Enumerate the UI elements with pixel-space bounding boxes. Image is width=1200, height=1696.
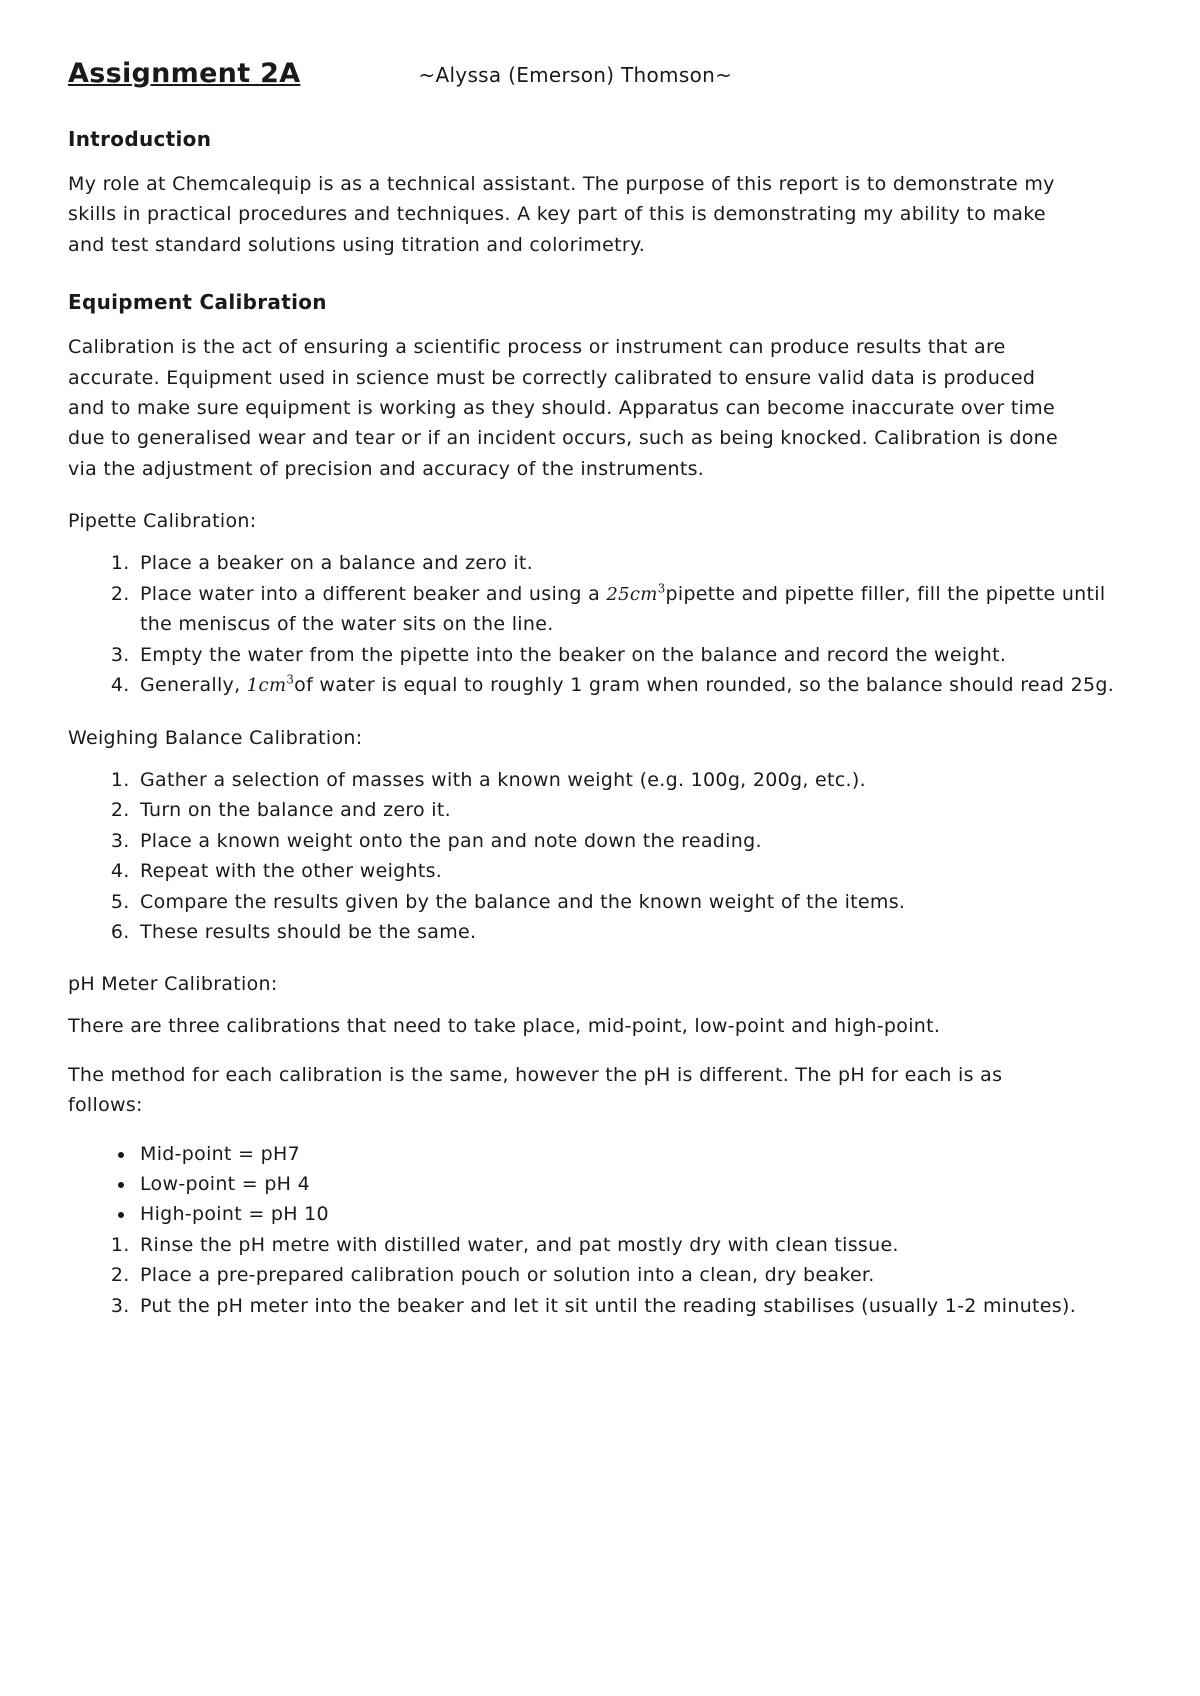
list-item: [136, 579, 1126, 640]
ph-meter-steps-list: [68, 1230, 1126, 1321]
step-text: Place water into a different beaker and using a: [140, 582, 607, 605]
subheading-pipette-calibration: Pipette Calibration:: [68, 510, 257, 533]
list-item: 2. Turn on the balance and zero it.: [136, 795, 1126, 825]
introduction-paragraph: My role at Chemcalequip is as a technical assistant. The purpose of this report is to demonstrate my skills in practical procedures and techniques. A key part of this is demonstrating my ability to make and test standard solutions using titration and colorimetry.: [68, 173, 1055, 256]
list-item: 3. Put the pH meter into the beaker and let it sit until the reading stabilises (usually 1-2 minutes).: [136, 1291, 1126, 1321]
list-item: 4. Repeat with the other weights.: [136, 856, 1126, 886]
math-exponent: 3: [657, 581, 666, 596]
list-item: 2. Place a pre-prepared calibration pouch or solution into a clean, dry beaker.: [136, 1260, 1126, 1290]
list-item: 1. Rinse the pH metre with distilled water, and pat mostly dry with clean tissue.: [136, 1230, 1126, 1260]
list-item: • Low-point = pH 4: [136, 1169, 1126, 1199]
balance-steps-list: [68, 765, 1126, 947]
section-heading-equipment-calibration: Equipment Calibration: [68, 290, 327, 315]
math-exponent: 3: [286, 672, 295, 687]
step-text: Generally,: [140, 674, 247, 697]
list-item: 5. Compare the results given by the balance and the known weight of the items.: [136, 887, 1126, 917]
math-volume: 25cm: [606, 583, 658, 605]
list-item: [136, 640, 1126, 670]
subheading-weighing-balance-calibration: Weighing Balance Calibration:: [68, 727, 363, 750]
list-item: [136, 670, 1126, 701]
list-item: [136, 548, 1126, 578]
ph-points-bullet-list: [68, 1139, 1126, 1230]
step-text: Place a beaker on a balance and zero it.: [140, 552, 534, 575]
list-item: • High-point = pH 10: [136, 1199, 1126, 1229]
list-item: 6. These results should be the same.: [136, 917, 1126, 947]
pipette-steps-list: [68, 548, 1126, 701]
step-text: pipette and pipette filler, fill the pipette until the meniscus of the water sits on the line.: [140, 582, 1106, 636]
list-item: 1. Gather a selection of masses with a known weight (e.g. 100g, 200g, etc.).: [136, 765, 1126, 795]
section-heading-introduction: Introduction: [68, 127, 212, 151]
equipment-calibration-paragraph: Calibration is the act of ensuring a scientific process or instrument can produce results that are accurate. Equipment used in science must be correctly calibrated to ensure valid data is produced and to make sure equipment is working as they should. Apparatus can become inaccurate over time due to generalised wear and tear or if an incident occurs, such as being knocked. Calibration is done via the adjustment of precision and accuracy of the instruments.: [68, 336, 1058, 480]
author-byline: ~Alyssa (Emerson) Thomson~: [418, 63, 733, 87]
list-item: 3. Place a known weight onto the pan and note down the reading.: [136, 826, 1126, 856]
ph-meter-paragraph-1: There are three calibrations that need to take place, mid-point, low-point and high-point.: [68, 1015, 941, 1038]
page-title: Assignment 2A: [68, 58, 301, 89]
list-item: • Mid-point = pH7: [136, 1139, 1126, 1169]
title-row: [68, 58, 1130, 89]
subheading-ph-meter-calibration: pH Meter Calibration:: [68, 973, 278, 996]
step-text: Empty the water from the pipette into the beaker on the balance and record the weight.: [140, 643, 1007, 666]
ph-meter-paragraph-2: The method for each calibration is the same, however the pH is different. The pH for each is as follows:: [68, 1063, 1003, 1117]
step-text: of water is equal to roughly 1 gram when rounded, so the balance should read 25g.: [294, 674, 1115, 697]
math-volume: 1cm: [246, 675, 287, 697]
